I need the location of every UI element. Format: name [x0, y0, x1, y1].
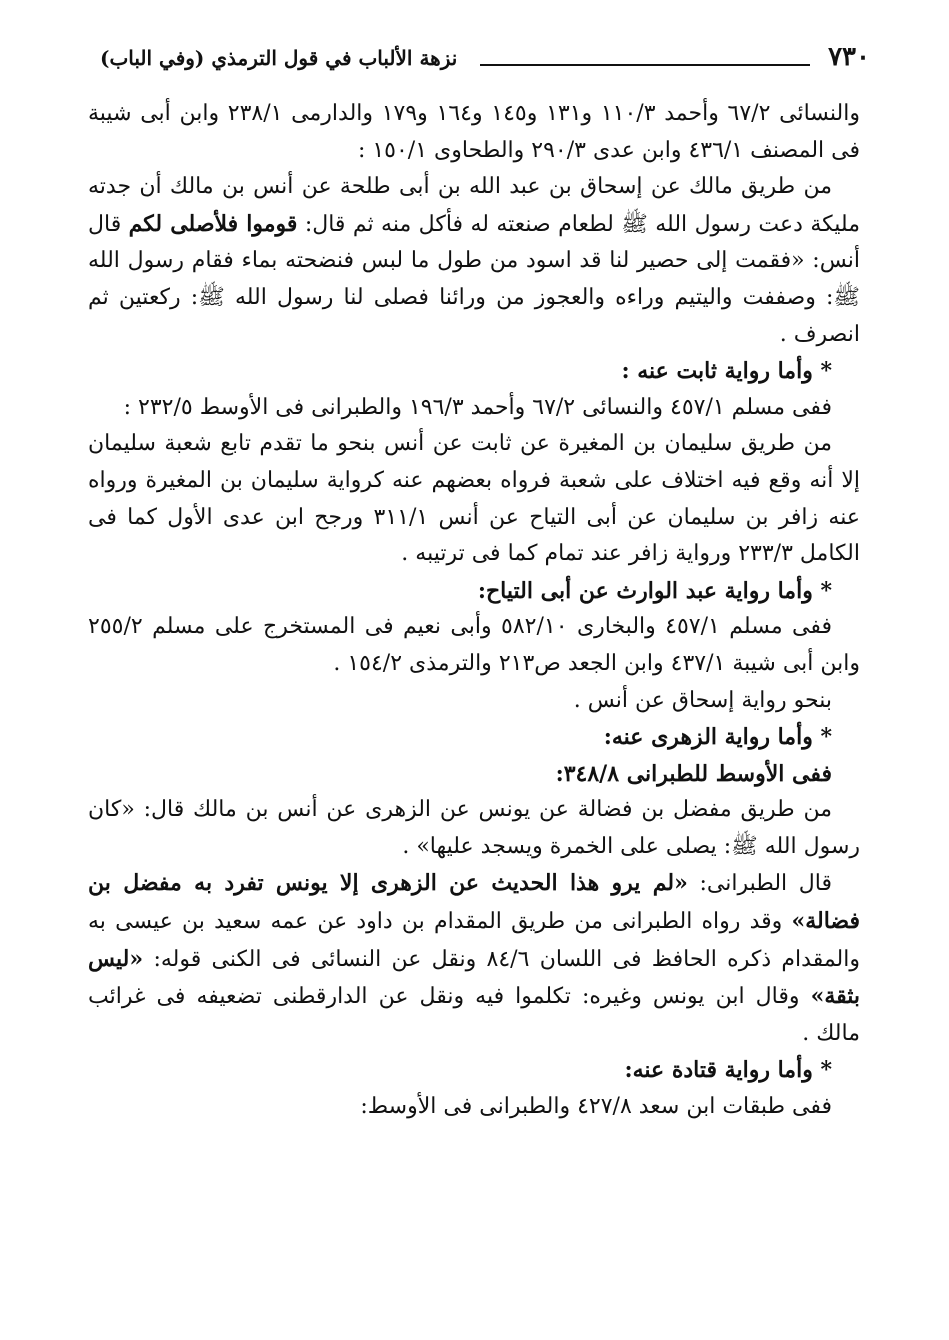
header-rule — [480, 64, 810, 66]
page-header — [100, 42, 870, 82]
paragraph-text: قال الطبرانى: — [699, 871, 833, 897]
paragraph-text: وقال ابن يونس وغيره: تكلموا فيه ونقل عن الدارقطنى تضعيفه فى غرائب مالك . — [88, 984, 860, 1046]
page-number: ٧٣٠ — [828, 42, 870, 72]
paragraph-text: من طريق مالك عن إسحاق بن عبد الله بن أبى طلحة عن أنس بن مالك أن جدته مليكة دعت رسول الله ﷺ لطعام صنعته له فأكل منه ثم قال: — [88, 174, 860, 237]
paragraph-text: وقد رواه الطبرانى من طريق المقدام بن داود عن عمه سعيد بن عيسى به والمقدام ذكره الحافظ فى اللسان ٨٤/٦ ونقل عن النسائى فى الكنى قوله: — [88, 909, 860, 972]
section-heading: * وأما رواية عبد الوارث عن أبى التياح: — [477, 577, 832, 604]
paragraph: ففى مسلم ٤٥٧/١ والنسائى ٦٧/٢ وأحمد ١٩٦/٣ والطبرانى فى الأوسط ٢٣٢/٥ : — [123, 394, 832, 420]
paragraph: من طريق مفضل بن فضالة عن يونس عن الزهرى عن أنس بن مالك قال: «كان رسول الله ﷺ: يصلى على الخمرة ويسجد عليها» . — [88, 797, 860, 859]
paragraph: والنسائى ٦٧/٢ وأحمد ١١٠/٣ و١٣١ و١٤٥ و١٦٤ و١٧٩ والدارمى ٢٣٨/١ وابن أبى شيبة فى المصنف ٤٣٦/١ وابن عدى ٢٩٠/٣ والطحاوى ١٥٠/١ : — [88, 101, 860, 163]
quoted-text: «ليس بثقة» — [88, 945, 861, 1010]
paragraph: من طريق سليمان بن المغيرة عن ثابت عن أنس بنحو ما تقدم تابع شعبة سليمان إلا أنه وقع فيه اختلاف على شعبة فرواه بعضهم عنه كرواية سليمان بن المغيرة ورواه عنه زافر بن سليمان عن أبى التياح عن أنس ٣١١/١ ورجح ابن عدى الأول كما فى الكامل ٢٣٣/٣ ورواية زافر عند تمام كما فى ترتيبه . — [88, 431, 860, 567]
running-title: نزهة الألباب في قول الترمذي (وفي الباب) — [100, 46, 458, 70]
section-heading: * وأما رواية الزهرى عنه: — [603, 724, 832, 751]
body-text — [88, 96, 860, 1126]
paragraph: بنحو رواية إسحاق عن أنس . — [573, 687, 832, 713]
quoted-text: قوموا فلأصلى لكم — [128, 210, 298, 237]
paragraph: ففى مسلم ٤٥٧/١ والبخارى ٥٨٢/١٠ وأبى نعيم فى المستخرج على مسلم ٢٥٥/٢ وابن أبى شيبة ٤٣٧/١ وابن الجعد ص٢١٣ والترمذى ١٥٤/٢ . — [88, 614, 860, 676]
section-heading: * وأما رواية قتادة عنه: — [624, 1057, 832, 1084]
paragraph — [88, 865, 860, 1052]
paragraph — [88, 169, 860, 353]
paragraph-text: قال أنس: «فقمت إلى حصير لنا قد اسود من طول ما لبس فنضحته بماء فقام رسول الله ﷺ: وصففت واليتيم وراءه والعجوز من ورائنا فصلى لنا رسول الله ﷺ: ركعتين ثم انصرف . — [88, 211, 860, 347]
paragraph: ففى طبقات ابن سعد ٤٢٧/٨ والطبرانى فى الأوسط: — [360, 1094, 832, 1120]
section-heading: ففى الأوسط للطبرانى ٣٤٨/٨: — [555, 760, 832, 787]
section-heading: * وأما رواية ثابت عنه : — [621, 358, 832, 385]
quoted-text: «لم يرو هذا الحديث عن الزهرى إلا يونس تفرد به مفضل بن فضالة» — [88, 870, 860, 935]
